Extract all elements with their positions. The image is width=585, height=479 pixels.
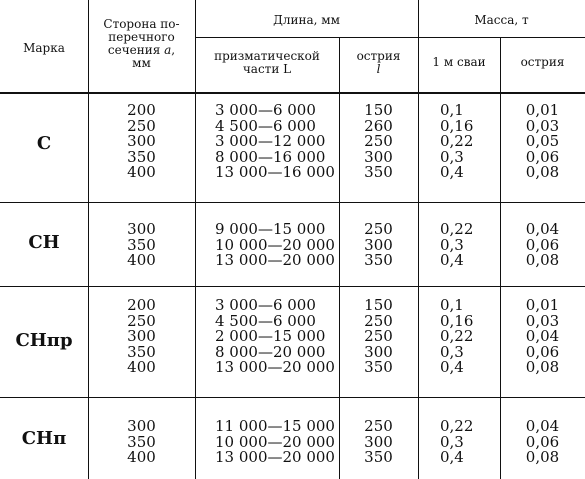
table-cell: 13 000—20 000 [215, 251, 335, 269]
table-cell: 250 [127, 311, 156, 330]
table-cell: 3 000—6 000 [215, 101, 316, 119]
table-cell: 400 [127, 358, 156, 376]
row-mark: СН [28, 232, 60, 253]
table-cell: 0,06 [525, 342, 560, 361]
cell-column-per-m [440, 298, 500, 376]
table-cell: 0,4 [440, 448, 464, 466]
table-cell: 8 000—20 000 [215, 342, 326, 361]
table-cell: 350 [364, 448, 393, 466]
table-cell: 0,08 [525, 358, 560, 376]
row-mark: С [36, 133, 52, 154]
table-cell: 200 [127, 296, 156, 314]
table-cell: 250 [364, 417, 393, 435]
cell-column-tip-len [339, 103, 418, 181]
table-cell: 0,22 [440, 327, 474, 345]
table-cell: 300 [364, 432, 393, 451]
cell-column-side [88, 419, 195, 466]
cell-column-prism [215, 222, 339, 269]
table-cell: 350 [127, 342, 156, 361]
table-cell: 0,16 [440, 116, 474, 135]
table-cell: 300 [127, 132, 156, 150]
table-cell: 300 [127, 417, 156, 435]
header-mass-per-meter: 1 м сваи [432, 55, 486, 69]
cell-column-tip-mass [500, 298, 585, 376]
row-mark: СНпр [15, 330, 73, 351]
column-divider [418, 0, 419, 479]
table-cell: 11 000—15 000 [215, 417, 335, 435]
header-bottom-rule [0, 92, 585, 94]
table-cell: 0,05 [525, 132, 560, 150]
cell-column-prism [215, 103, 339, 181]
cell-column-side [88, 103, 195, 181]
table-cell: 250 [364, 311, 393, 330]
table-cell: 0,3 [440, 147, 464, 166]
table-cell: 0,4 [440, 358, 464, 376]
table-cell: 0,22 [440, 132, 474, 150]
table-cell: 400 [127, 163, 156, 181]
table-cell: 2 000—15 000 [215, 327, 326, 345]
header-subdivider-mass [418, 37, 585, 38]
header-length: Длина, мм [273, 13, 340, 27]
table-cell: 300 [364, 147, 393, 166]
table-cell: 0,06 [525, 432, 560, 451]
table-cell: 3 000—12 000 [215, 132, 326, 150]
header-subdivider-length [195, 37, 418, 38]
group-separator [0, 202, 585, 203]
table-cell: 250 [364, 220, 393, 238]
table-cell: 0,4 [440, 163, 464, 181]
table-cell: 0,08 [525, 251, 560, 269]
table-cell: 0,3 [440, 432, 464, 451]
table-cell: 350 [127, 147, 156, 166]
header-side-line3: сечения a, [107, 43, 176, 57]
table-cell: 0,1 [440, 296, 464, 314]
table-cell: 0,06 [525, 147, 560, 166]
cell-column-per-m [440, 419, 500, 466]
cell-column-tip-len [339, 222, 418, 269]
header-tip-length: острия l [356, 49, 401, 76]
cell-column-per-m [440, 103, 500, 181]
cell-column-per-m [440, 222, 500, 269]
table-cell: 4 500—6 000 [215, 311, 316, 330]
table-cell: 400 [127, 448, 156, 466]
table-cell: 0,01 [525, 101, 560, 119]
table-cell: 0,22 [440, 417, 474, 435]
header-prism: призматической части L [214, 49, 320, 76]
table-cell: 0,08 [525, 448, 560, 466]
table-cell: 350 [364, 251, 393, 269]
table-cell: 0,3 [440, 342, 464, 361]
row-mark: СНп [21, 428, 67, 449]
table-cell: 350 [127, 235, 156, 254]
table-cell: 250 [127, 116, 156, 135]
table-cell: 4 500—6 000 [215, 116, 316, 135]
table-cell: 0,08 [525, 163, 560, 181]
table-cell: 350 [364, 163, 393, 181]
table-cell: 9 000—15 000 [215, 220, 326, 238]
table-cell: 13 000—16 000 [215, 163, 335, 181]
cell-column-prism [215, 419, 339, 466]
cell-column-side [88, 222, 195, 269]
table-cell: 0,4 [440, 251, 464, 269]
header-side: Сторона по- перечного сечения a, мм [88, 18, 195, 70]
table-cell: 260 [364, 116, 393, 135]
table-cell: 0,1 [440, 101, 464, 119]
header-mark: Марка [23, 41, 65, 55]
group-separator [0, 397, 585, 398]
table-cell: 0,04 [525, 220, 560, 238]
table-cell: 0,03 [525, 116, 560, 135]
table-cell: 0,22 [440, 220, 474, 238]
cell-column-side [88, 298, 195, 376]
cell-column-tip-mass [500, 419, 585, 466]
table-cell: 0,01 [525, 296, 560, 314]
table-cell: 0,04 [525, 417, 560, 435]
table-cell: 300 [127, 220, 156, 238]
table-cell: 8 000—16 000 [215, 147, 326, 166]
table-cell: 0,06 [525, 235, 560, 254]
table-cell: 13 000—20 000 [215, 358, 335, 376]
table-cell: 400 [127, 251, 156, 269]
table-cell: 0,03 [525, 311, 560, 330]
table-cell: 250 [364, 327, 393, 345]
table-cell: 350 [127, 432, 156, 451]
header-mass: Масса, т [474, 13, 529, 27]
table-cell: 0,04 [525, 327, 560, 345]
cell-column-tip-mass [500, 103, 585, 181]
table-cell: 200 [127, 101, 156, 119]
table-cell: 300 [127, 327, 156, 345]
cell-column-tip-len [339, 298, 418, 376]
table-cell: 300 [364, 342, 393, 361]
table-cell: 10 000—20 000 [215, 235, 335, 254]
cell-column-tip-len [339, 419, 418, 466]
group-separator [0, 286, 585, 287]
table-cell: 300 [364, 235, 393, 254]
table-cell: 3 000—6 000 [215, 296, 316, 314]
table-cell: 150 [364, 101, 393, 119]
header-tip-mass: острия [520, 55, 565, 69]
table-cell: 350 [364, 358, 393, 376]
table-cell: 10 000—20 000 [215, 432, 335, 451]
table-cell: 250 [364, 132, 393, 150]
cell-column-prism [215, 298, 339, 376]
table-cell: 0,3 [440, 235, 464, 254]
cell-column-tip-mass [500, 222, 585, 269]
table-cell: 0,16 [440, 311, 474, 330]
table-cell: 13 000—20 000 [215, 448, 335, 466]
table-cell: 150 [364, 296, 393, 314]
